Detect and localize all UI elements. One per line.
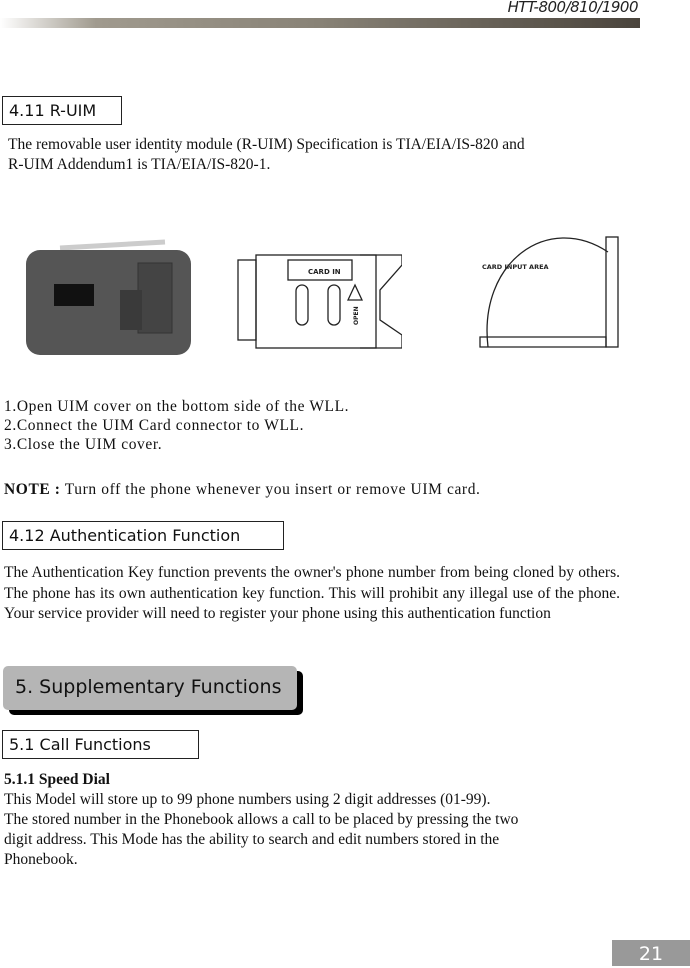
- phone-bottom-photo: [20, 228, 200, 363]
- header-bar: [0, 18, 640, 28]
- page-number: 21: [612, 940, 690, 966]
- open-label: OPEN: [353, 306, 360, 325]
- step-item: 3.Close the UIM cover.: [4, 436, 163, 453]
- para-line: The removable user identity module (R-UIM) Specification is TIA/EIA/IS-820 and: [8, 136, 525, 153]
- note-label: NOTE :: [4, 481, 61, 498]
- section-4-12-title: 4.12 Authentication Function: [2, 521, 284, 550]
- r-uim-paragraph: [8, 135, 525, 175]
- card-input-area-diagram: [478, 222, 620, 352]
- para-line: digit address. This Mode has the ability to search and edit numbers stored in the: [4, 831, 500, 848]
- card-input-area-label: CARD INPUT AREA: [482, 263, 549, 271]
- step-item: 1.Open UIM cover on the bottom side of the WLL.: [4, 398, 350, 415]
- card-in-label: CARD IN: [308, 268, 341, 276]
- section-5-1-title: 5.1 Call Functions: [2, 730, 199, 759]
- step-item: 2.Connect the UIM Card connector to WLL.: [4, 417, 305, 434]
- uim-steps: [4, 397, 349, 454]
- para-line: R-UIM Addendum1 is TIA/EIA/IS-820-1.: [8, 156, 271, 173]
- para-line: The stored number in the Phonebook allows a call to be placed by pressing the two: [4, 811, 519, 828]
- section-5-title: 5. Supplementary Functions: [3, 666, 297, 710]
- para-line: Phonebook.: [4, 851, 78, 868]
- section-4-11-title: 4.11 R-UIM: [2, 96, 122, 125]
- uim-connector-diagram: [230, 250, 402, 352]
- authentication-paragraph: The Authentication Key function prevents the owner's phone number from being cloned by others. The phone has its own authentication key function. This will prohibit any illegal use of the phone. Your service provider will need to register your phone using this authentication function: [4, 564, 620, 622]
- speed-dial-heading: 5.1.1 Speed Dial: [4, 771, 110, 788]
- para-line: This Model will store up to 99 phone numbers using 2 digit addresses (01-99).: [4, 791, 491, 808]
- note: [4, 480, 481, 499]
- note-text: Turn off the phone whenever you insert or remove UIM card.: [60, 481, 481, 498]
- speed-dial-paragraph: [4, 790, 518, 870]
- model-header: HTT-800/810/1900: [507, 0, 638, 16]
